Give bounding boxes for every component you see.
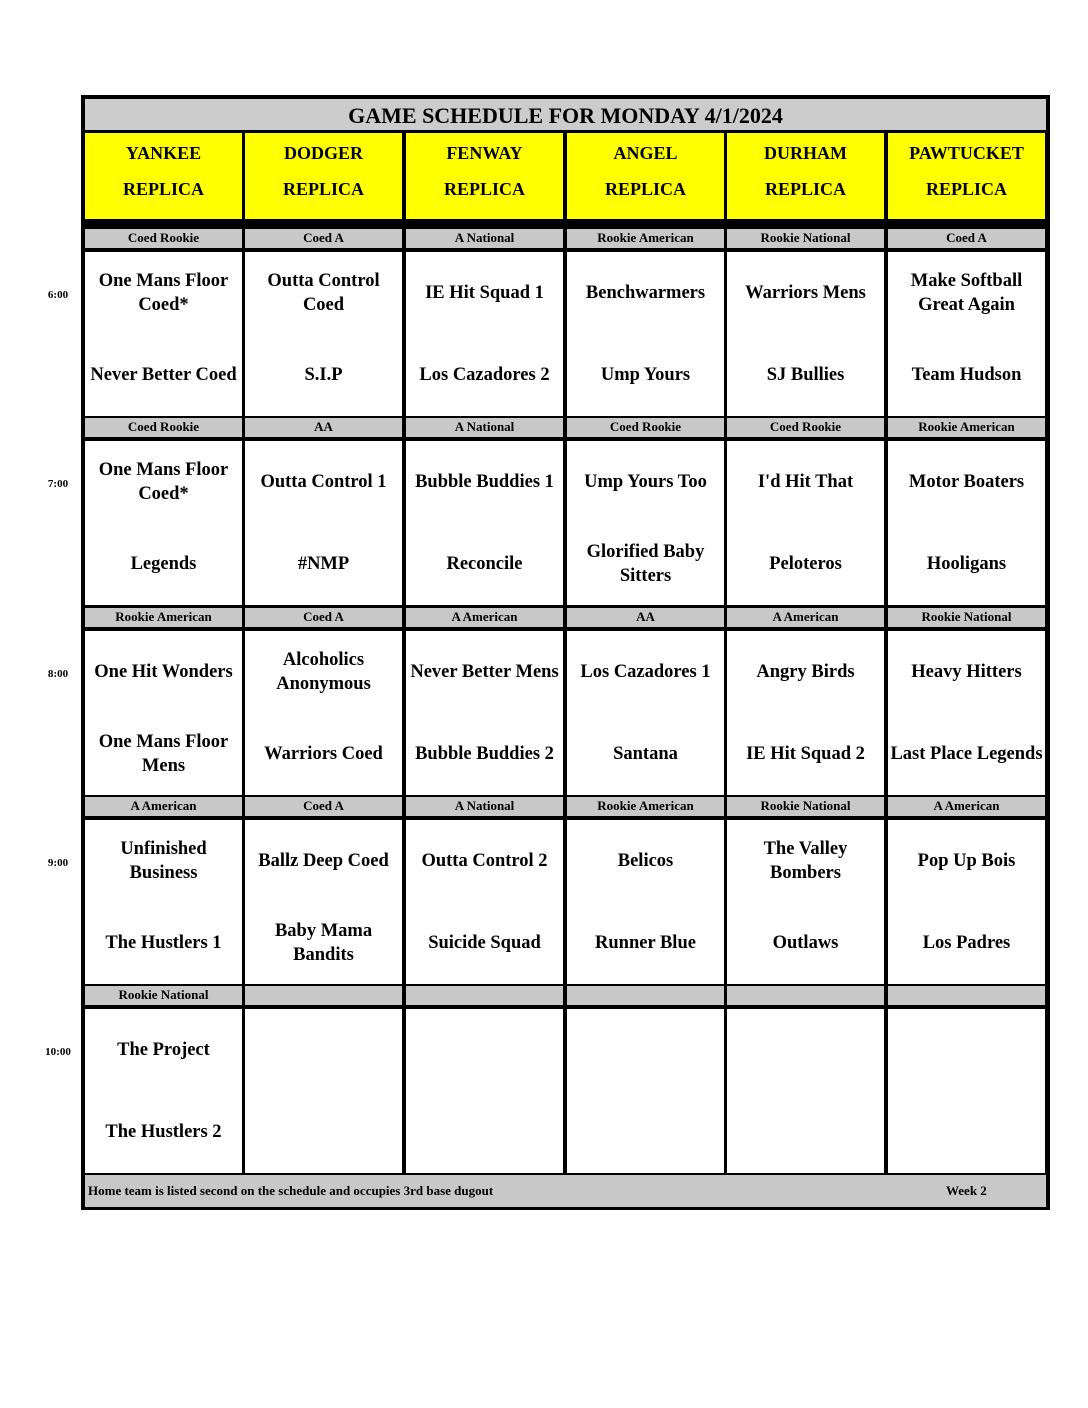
division-label: A National <box>406 418 563 437</box>
division-label: Coed Rookie <box>567 418 724 437</box>
time-slot-label: 6:00 <box>47 289 69 301</box>
game-cell <box>245 631 402 795</box>
away-team: Bubble Buddies 1 <box>415 472 554 492</box>
game-cell <box>406 441 563 605</box>
field-header <box>727 133 884 219</box>
division-label: Rookie National <box>727 229 884 248</box>
time-slot-label: 10:00 <box>45 1046 71 1058</box>
game-cell <box>85 820 242 984</box>
home-team: Runner Blue <box>595 933 696 953</box>
home-team <box>245 1091 402 1173</box>
away-team: One Hit Wonders <box>94 662 233 682</box>
home-team: SJ Bullies <box>766 365 845 385</box>
home-team-note: Home team is listed second on the schedule and occupies 3rd base dugout <box>88 1183 494 1198</box>
home-team: #NMP <box>297 554 350 574</box>
division-label: Rookie American <box>85 608 242 627</box>
away-team: Benchwarmers <box>585 283 706 303</box>
home-team: Bubble Buddies 2 <box>415 744 554 764</box>
home-team: Hooligans <box>926 554 1007 574</box>
schedule-table <box>81 95 1050 1210</box>
home-team <box>406 1091 563 1173</box>
division-label: Rookie National <box>727 797 884 816</box>
field-name: FENWAY <box>446 143 523 163</box>
away-team: Ump Yours Too <box>584 472 707 492</box>
game-cell <box>406 252 563 416</box>
game-cell <box>727 252 884 416</box>
game-cell <box>567 1009 724 1173</box>
away-team: Belicos <box>617 851 674 871</box>
home-team: The Hustlers 2 <box>105 1122 222 1142</box>
game-cell <box>727 631 884 795</box>
away-team: One Mans Floor Coed* <box>98 460 229 504</box>
game-cell <box>567 820 724 984</box>
home-team: Glorified Baby Sitters <box>586 542 705 586</box>
game-cell <box>245 441 402 605</box>
game-cell <box>85 1009 242 1173</box>
away-team: Pop Up Bois <box>917 851 1016 871</box>
game-cell <box>406 820 563 984</box>
division-label: Rookie American <box>888 418 1045 437</box>
time-column <box>0 0 80 1408</box>
game-cell <box>406 631 563 795</box>
division-label <box>567 986 724 1005</box>
away-team <box>245 1009 402 1091</box>
field-name: DURHAM <box>764 143 847 163</box>
field-replica-label: REPLICA <box>122 179 204 199</box>
time-slot-label: 9:00 <box>47 857 69 869</box>
division-label: A American <box>888 797 1045 816</box>
home-team: Last Place Legends <box>890 744 1043 764</box>
home-team: Reconcile <box>446 554 523 574</box>
away-team: I'd Hit That <box>757 472 854 492</box>
division-label: Rookie American <box>567 229 724 248</box>
home-team: Los Cazadores 2 <box>419 365 550 385</box>
game-cell <box>727 1009 884 1173</box>
division-label: Coed A <box>888 229 1045 248</box>
away-team: Motor Boaters <box>908 472 1025 492</box>
game-cell <box>85 441 242 605</box>
home-team <box>567 1091 724 1173</box>
game-cell <box>85 631 242 795</box>
game-cell <box>888 1009 1045 1173</box>
division-label <box>245 986 402 1005</box>
home-team: Legends <box>130 554 197 574</box>
schedule-footer <box>85 1175 1046 1207</box>
game-cell <box>888 820 1045 984</box>
division-label: A American <box>85 797 242 816</box>
away-team: Outta Control Coed <box>267 271 380 315</box>
game-cell <box>245 252 402 416</box>
away-team: Los Cazadores 1 <box>580 662 711 682</box>
division-label: Coed A <box>245 229 402 248</box>
away-team: Heavy Hitters <box>911 662 1022 682</box>
field-replica-label: REPLICA <box>282 179 364 199</box>
division-label: Coed Rookie <box>85 418 242 437</box>
field-header <box>888 133 1045 219</box>
time-slot-label: 7:00 <box>47 478 69 490</box>
division-label: AA <box>245 418 402 437</box>
away-team <box>406 1009 563 1091</box>
division-label: A National <box>406 797 563 816</box>
home-team: Ump Yours <box>600 365 691 385</box>
game-cell <box>567 252 724 416</box>
division-label: A American <box>727 608 884 627</box>
division-label: Coed Rookie <box>85 229 242 248</box>
away-team: Outta Control 2 <box>421 851 548 871</box>
away-team: The Project <box>117 1040 210 1060</box>
division-label: A National <box>406 229 563 248</box>
home-team: IE Hit Squad 2 <box>746 744 865 764</box>
away-team: Unfinished Business <box>120 839 207 883</box>
time-slot-label: 8:00 <box>47 668 69 680</box>
home-team <box>727 1091 884 1173</box>
home-team: The Hustlers 1 <box>105 933 222 953</box>
division-label: Rookie National <box>888 608 1045 627</box>
away-team <box>888 1009 1045 1091</box>
home-team: Never Better Coed <box>90 365 237 385</box>
game-cell <box>567 441 724 605</box>
field-name: YANKEE <box>125 143 202 163</box>
home-team: Warriors Coed <box>264 744 383 764</box>
game-cell <box>727 820 884 984</box>
field-replica-label: REPLICA <box>604 179 686 199</box>
home-team: One Mans Floor Mens <box>98 732 229 776</box>
game-cell <box>727 441 884 605</box>
field-header <box>406 133 563 219</box>
field-replica-label: REPLICA <box>443 179 525 199</box>
away-team: IE Hit Squad 1 <box>425 283 544 303</box>
field-name: DODGER <box>283 143 363 163</box>
division-label <box>406 986 563 1005</box>
home-team: Santana <box>613 744 678 764</box>
away-team: Never Better Mens <box>410 662 559 682</box>
division-label: Coed A <box>245 608 402 627</box>
away-team: One Mans Floor Coed* <box>98 271 229 315</box>
field-header <box>567 133 724 219</box>
game-cell <box>567 631 724 795</box>
game-cell <box>888 441 1045 605</box>
away-team: Outta Control 1 <box>260 472 387 492</box>
home-team: Los Padres <box>922 933 1011 953</box>
game-cell <box>888 631 1045 795</box>
division-label: Rookie National <box>85 986 242 1005</box>
game-cell <box>245 1009 402 1173</box>
division-label: A American <box>406 608 563 627</box>
division-label: Coed Rookie <box>727 418 884 437</box>
home-team: Peloteros <box>769 554 842 574</box>
away-team <box>567 1009 724 1091</box>
away-team: Make Softball Great Again <box>910 271 1023 315</box>
field-header <box>245 133 402 219</box>
division-label: AA <box>567 608 724 627</box>
division-label <box>727 986 884 1005</box>
game-cell <box>245 820 402 984</box>
away-team: Warriors Mens <box>745 283 866 303</box>
division-label <box>888 986 1045 1005</box>
home-team: Outlaws <box>772 933 839 953</box>
division-label: Coed A <box>245 797 402 816</box>
field-name: ANGEL <box>613 143 678 163</box>
division-label: Rookie American <box>567 797 724 816</box>
field-name: PAWTUCKET <box>909 143 1024 163</box>
schedule-title: GAME SCHEDULE FOR MONDAY 4/1/2024 <box>85 99 1046 130</box>
home-team: Suicide Squad <box>428 933 541 953</box>
game-cell <box>85 252 242 416</box>
field-header <box>85 133 242 219</box>
away-team: Alcoholics Anonymous <box>276 650 371 694</box>
home-team: S.I.P <box>304 365 343 385</box>
home-team: Team Hudson <box>911 365 1022 385</box>
week-label: Week 2 <box>946 1183 987 1198</box>
away-team: The Valley Bombers <box>763 839 848 883</box>
game-cell <box>406 1009 563 1173</box>
away-team: Angry Birds <box>756 662 855 682</box>
away-team: Ballz Deep Coed <box>258 851 389 871</box>
home-team: Baby Mama Bandits <box>274 921 373 965</box>
game-cell <box>888 252 1045 416</box>
field-replica-label: REPLICA <box>925 179 1007 199</box>
away-team <box>727 1009 884 1091</box>
home-team <box>888 1091 1045 1173</box>
field-replica-label: REPLICA <box>764 179 846 199</box>
